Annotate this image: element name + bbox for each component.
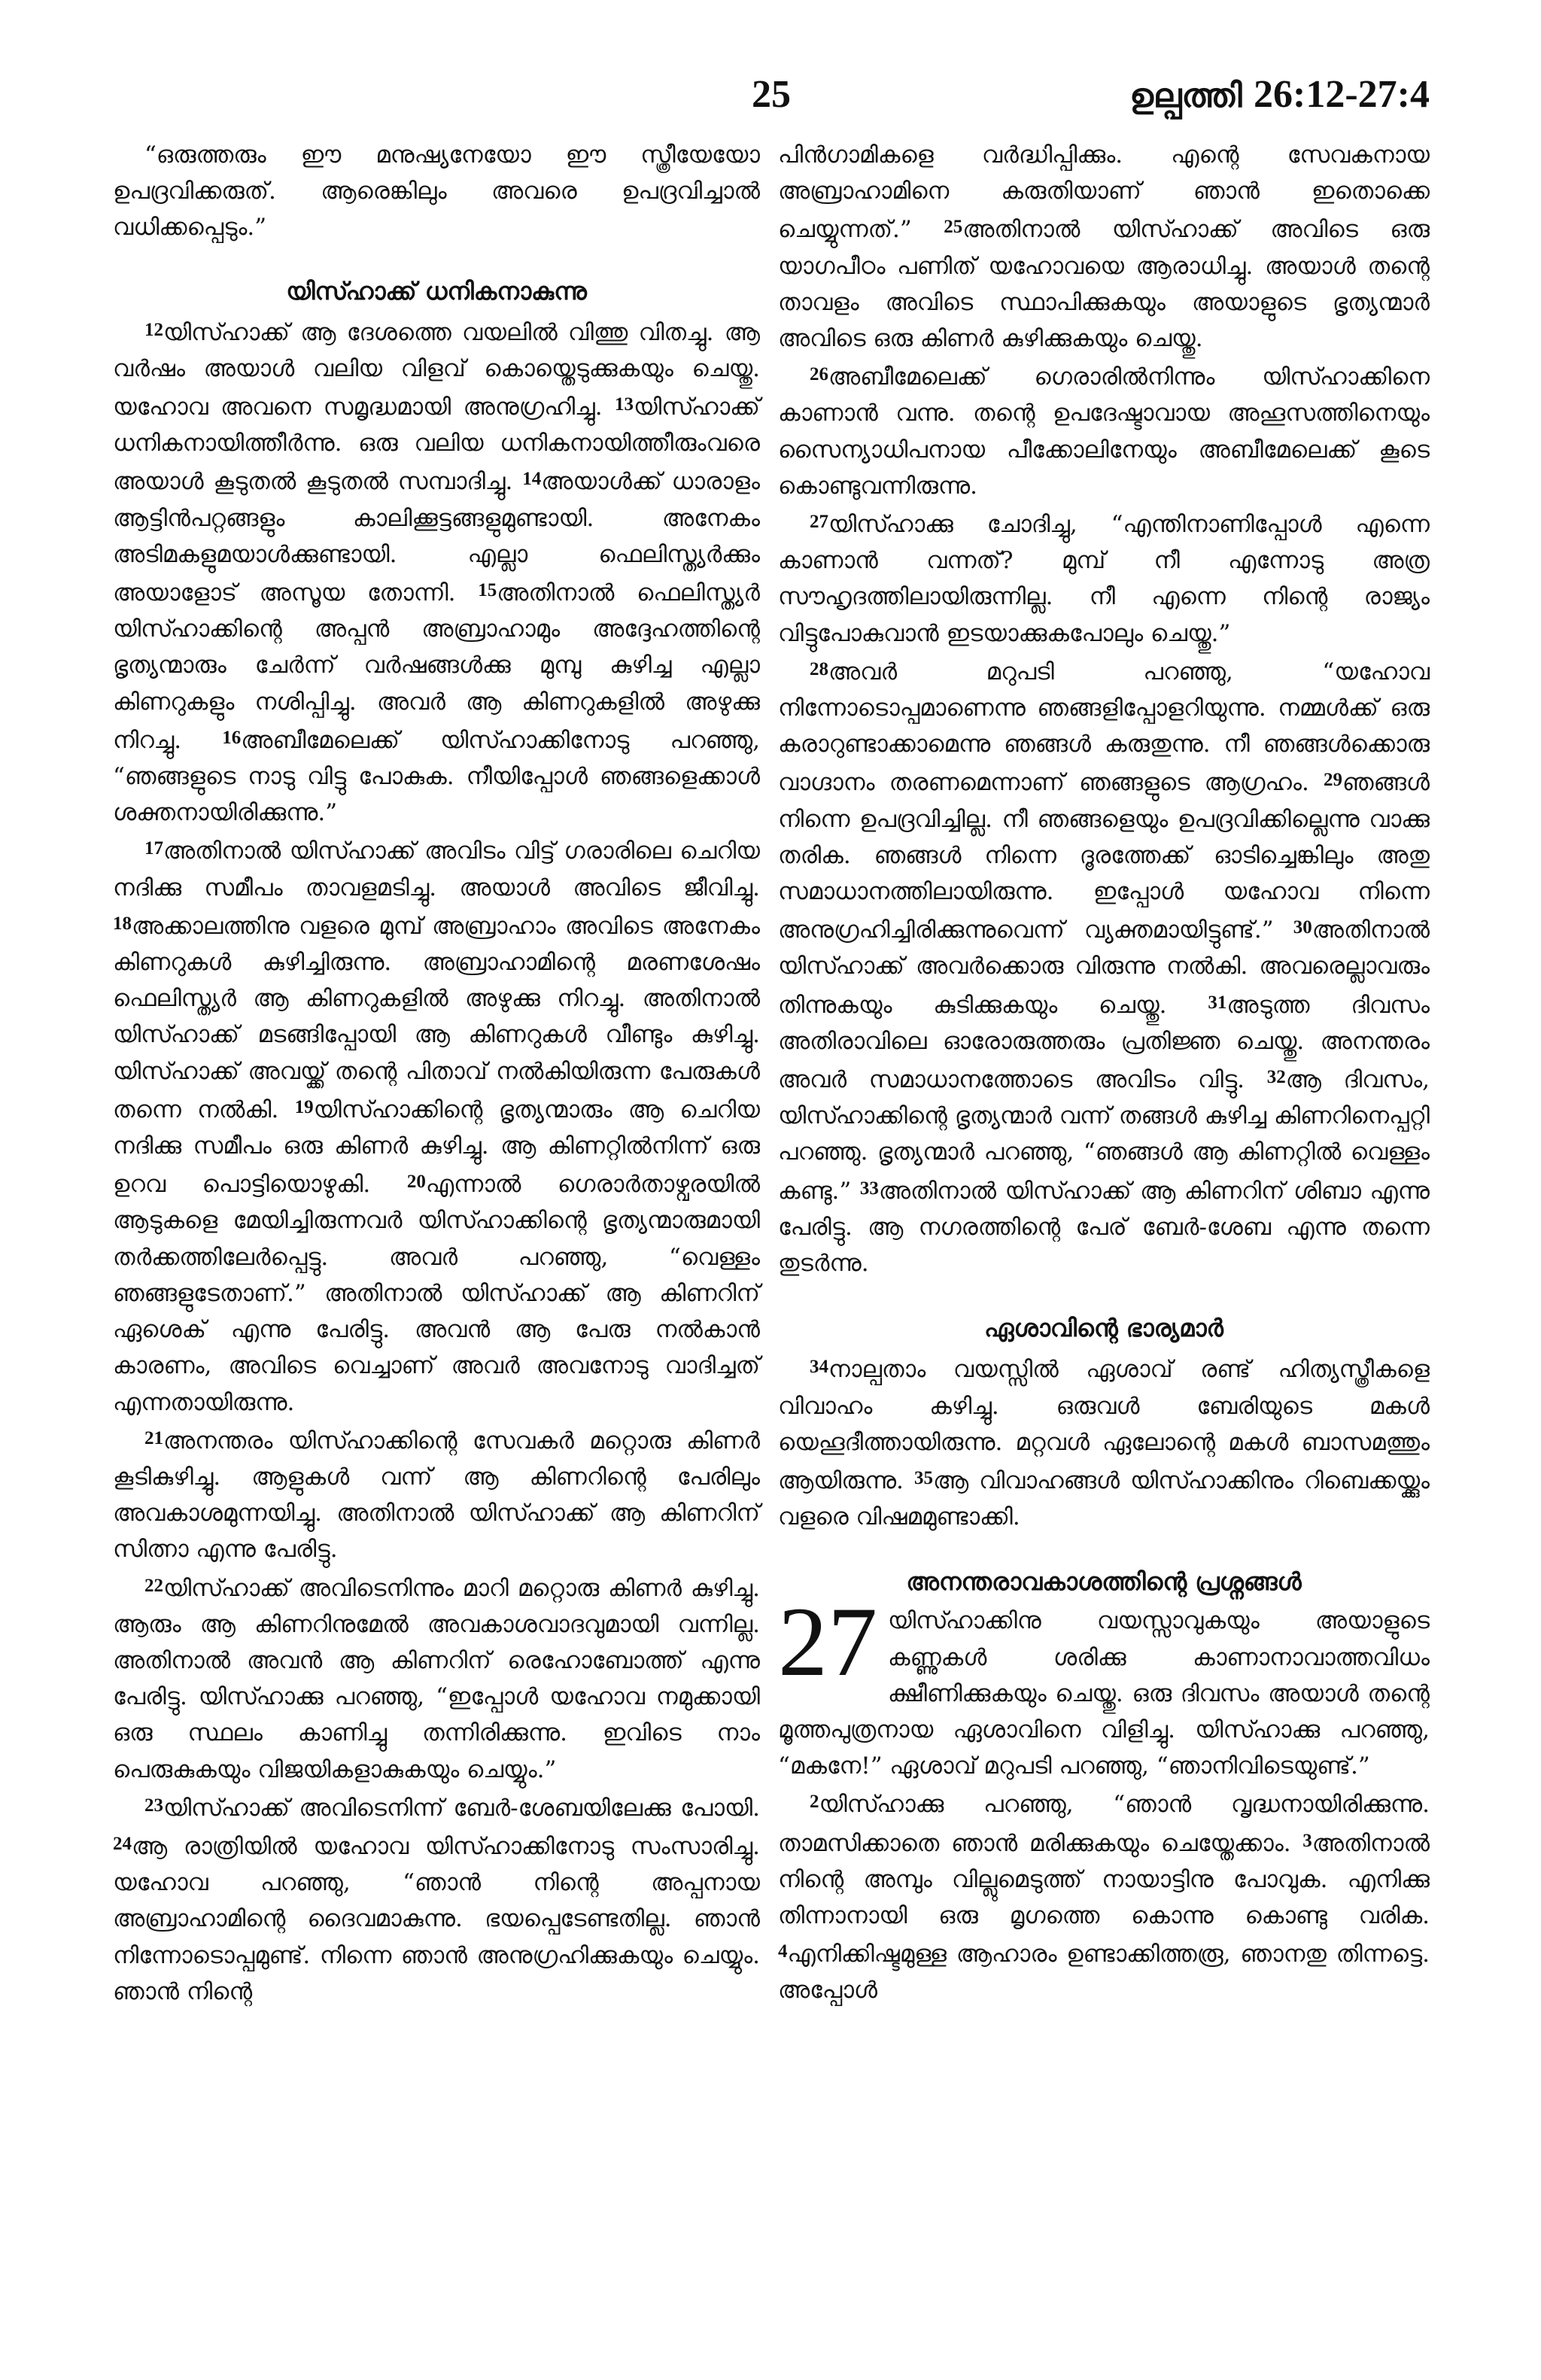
verse-text: അയാൾക്ക് ധാരാളം ആട്ടിൻപറ്റങ്ങളും കാലിക്കൂട്ടങ്ങളുമുണ്ടായി. അനേകം അടിമകളുമയാൾക്കുണ്ടായി. എല്ലാ ഫെലിസ്ത്യർക്കും അയാളോട് അസൂയ തോന്നി.: [113, 468, 760, 607]
verse-number: 23: [144, 1795, 163, 1816]
paragraph: [778, 1784, 1430, 2008]
verse-number: 18: [113, 913, 132, 934]
verse-number: 21: [144, 1427, 163, 1448]
verse-text: യിസ്ഹാക്കു പറഞ്ഞു, “ഞാൻ വൃദ്ധനായിരിക്കുന്നു. താമസിക്കാതെ ഞാൻ മരിക്കുകയും ചെയ്തേക്കാം.: [778, 1791, 1430, 1857]
verse-number: 24: [113, 1833, 132, 1854]
running-head: [1129, 72, 1430, 117]
verse-text: അതിനാൽ യിസ്ഹാക്ക് അവർക്കൊരു വിരുന്നു നൽകി. അവരെല്ലാവരും തിന്നുകയും കുടിക്കുകയും ചെയ്തു.: [778, 916, 1430, 1019]
paragraph: [113, 1568, 760, 1788]
left-paragraphs: [113, 312, 760, 2010]
verse-text: അതിനാൽ യിസ്ഹാക്ക് അവിടം വിട്ട് ഗരാരിലെ ചെറിയ നദിക്കു സമീപം താവളമടിച്ചു. അയാൾ അവിടെ ജീവിച്ചു.: [113, 837, 760, 901]
page-header: [113, 72, 1430, 132]
verse-number: 14: [522, 469, 542, 490]
chapter-first-paragraph: യിസ്ഹാക്കിനു വയസ്സാവുകയും അയാളുടെ കണ്ണുകൾ ശരിക്കു കാണാനാവാത്തവിധം ക്ഷീണിക്കുകയും ചെയ്തു. ഒരു ദിവസം അയാൾ തന്റെ മൂത്തപുത്രനായ ഏശാവിനെ വിളിച്ചു. യിസ്ഹാക്കു പറഞ്ഞു, “മകനേ!” ഏശാവ് മറുപടി പറഞ്ഞു, “ഞാനിവിടെയുണ്ട്.”: [778, 1607, 1430, 1780]
section-heading: ഏശാവിന്റെ ഭാര്യമാർ: [984, 1314, 1223, 1343]
section-heading: അനന്തരാവകാശത്തിന്റെ പ്രശ്നങ്ങൾ: [906, 1567, 1302, 1597]
verse-number: 27: [810, 512, 828, 533]
verse-text: അതിനാൽ ഫെലിസ്ത്യർ യിസ്ഹാക്കിന്റെ അപ്പൻ അബ്രാഹാമും അദ്ദേഹത്തിന്റെ ഭൃത്യന്മാരും ചേർന്ന് വർഷങ്ങൾക്കു മുമ്പു കുഴിച്ച എല്ലാ കിണറുകളും നശിപ്പിച്ചു. അവർ ആ കിണറുകളിൽ അഴുക്കു നിറച്ചു.: [113, 579, 760, 754]
verse-text: അതിനാൽ യിസ്ഹാക്ക് അവിടെ ഒരു യാഗപീഠം പണിത് യഹോവയെ ആരാധിച്ചു. അയാൾ തന്റെ താവളം അവിടെ സ്ഥാപിക്കുകയും അയാളുടെ ഭൃത്യന്മാർ അവിടെ ഒരു കിണർ കുഴിക്കുകയും ചെയ്തു.: [778, 216, 1430, 353]
verse-number: 13: [615, 394, 634, 415]
verse-number: 12: [144, 319, 163, 340]
left-column: [113, 137, 760, 2010]
right-column: [778, 137, 1430, 2009]
verse-text: യിസ്ഹാക്ക് അവിടെനിന്ന് ബേർ-ശേബയിലേക്കു പോയി.: [163, 1794, 760, 1822]
page-number: 25: [752, 73, 791, 116]
right-paragraphs: [778, 357, 1430, 1281]
verse-number: 32: [1266, 1067, 1286, 1088]
verse-number: 31: [1208, 992, 1227, 1013]
verse-text: യിസ്ഹാക്ക് ധനികനായിത്തീർന്നു. ഒരു വലിയ ധനികനായിത്തീരുംവരെ അയാൾ കൂടുതൽ കൂടുതൽ സമ്പാദിച്ചു.: [113, 394, 760, 496]
paragraph: [113, 1788, 760, 2010]
book-name: ഉല്പത്തി: [1129, 77, 1242, 115]
verse-number: 30: [1293, 917, 1312, 938]
verse-number: 2: [810, 1792, 819, 1813]
verse-text: എനിക്കിഷ്ടമുള്ള ആഹാരം ഉണ്ടാക്കിത്തരൂ, ഞാനതു തിന്നട്ടെ. അപ്പോൾ: [778, 1941, 1430, 2005]
verse-text: നാല്പതാം വയസ്സിൽ ഏശാവ് രണ്ട് ഹിത്യസ്ത്രീകളെ വിവാഹം കഴിച്ചു. ഒരുവൾ ബേരിയുടെ മകൾ യെഹൂദീത്തായിരുന്നു. മറ്റവൾ ഏലോന്റെ മകൾ ബാസമത്തും ആയിരുന്നു.: [778, 1356, 1430, 1494]
verse-number: 22: [144, 1575, 163, 1596]
chapter-number: 27: [778, 1586, 877, 1698]
verse-text: യിസ്ഹാക്കിന്റെ ഭൃത്യന്മാരും ആ ചെറിയ നദിക്കു സമീപം ഒരു കിണർ കുഴിച്ചു. ആ കിണറ്റിൽനിന്ന് ഒരു ഉറവ പൊട്ടിയൊഴുകി.: [113, 1096, 760, 1199]
verse-text: അതിനാൽ നിന്റെ അമ്പും വില്ലുമെടുത്ത് നായാട്ടിനു പോവുക. എനിക്കു തിന്നാനായി ഒരു മൃഗത്തെ കൊന്നു കൊണ്ടു വരിക.: [778, 1829, 1430, 1929]
section-heading: യിസ്ഹാക്ക് ധനികനാകുന്നു: [286, 276, 587, 305]
paragraph: [113, 312, 760, 831]
right-paragraphs-3: [778, 1784, 1430, 2008]
verse-number: 28: [810, 658, 828, 679]
verse-number: 20: [406, 1172, 426, 1193]
verse-number: 35: [913, 1467, 933, 1488]
verse-text: അനന്തരം യിസ്ഹാക്കിന്റെ സേവകർ മറ്റൊരു കിണർ കൂടികുഴിച്ചു. ആളുകൾ വന്ന് ആ കിണറിന്റെ പേരിലും അവകാശമുന്നയിച്ചു. അതിനാൽ യിസ്ഹാക്ക് ആ കിണറിന് സിത്നാ എന്നു പേരിട്ടു.: [113, 1427, 760, 1564]
verse-number: 17: [144, 838, 163, 859]
paragraph: [778, 1349, 1430, 1535]
paragraph: [113, 831, 760, 1420]
verse-text: അബീമേലെക്ക് ഗെരാരിൽനിന്നും യിസ്ഹാക്കിനെ കാണാൻ വന്നു. തന്റെ ഉപദേഷ്ടാവായ അഹൂസത്തിനെയും സൈന്യാധിപനായ പീക്കോലിനേയും അബീമേലെക്ക് കൂടെ കൊണ്ടുവന്നിരുന്നു.: [778, 363, 1430, 500]
verse-text: പിൻഗാമികളെ വർദ്ധിപ്പിക്കും. എന്റെ സേവകനായ അബ്രാഹാമിനെ കരുതിയാണ് ഞാൻ ഇതൊക്കെ ചെയ്യുന്നത്.”: [778, 141, 1430, 244]
verse-number: 15: [478, 580, 497, 601]
continued-paragraph: [778, 137, 1430, 357]
verse-number: 25: [944, 217, 963, 238]
verse-text: അടുത്ത ദിവസം അതിരാവിലെ ഓരോരുത്തരും പ്രതിജ്ഞ ചെയ്തു. അനന്തരം അവർ സമാധാനത്തോടെ അവിടം വിട്ടു.: [778, 991, 1430, 1094]
chapter-opening: [778, 1586, 1430, 1784]
verse-text: ആ വിവാഹങ്ങൾ യിസ്ഹാക്കിനും റിബെക്കയ്ക്കും വളരെ വിഷമമുണ്ടാക്കി.: [778, 1467, 1430, 1531]
paragraph: [778, 137, 1430, 357]
intro-paragraph: “ഒരുത്തരും ഈ മനുഷ്യനേയോ ഈ സ്ത്രീയേയോ ഉപദ്രവിക്കരുത്. ആരെങ്കിലും അവരെ ഉപദ്രവിച്ചാൽ വധിക്കപ്പെടും.”: [113, 141, 760, 242]
verse-text: എന്നാൽ ഗെരാർതാഴ്വരയിൽ ആടുകളെ മേയിച്ചിരുന്നവർ യിസ്ഹാക്കിന്റെ ഭൃത്യന്മാരുമായി തർക്കത്തിലേർപ്പെട്ടു. അവർ പറഞ്ഞു, “വെള്ളം ഞങ്ങളുടേതാണ്.” അതിനാൽ യിസ്ഹാക്ക് ആ കിണറിന് ഏശെക് എന്നു പേരിട്ടു. അവൻ ആ പേരു നൽകാൻ കാരണം, അവിടെ വെച്ചാണ് അവർ അവനോടു വാദിച്ചത് എന്നതായിരുന്നു.: [113, 1171, 760, 1416]
right-paragraphs-2: [778, 1349, 1430, 1535]
verse-text: യിസ്ഹാക്ക് ആ ദേശത്തെ വയലിൽ വിത്തു വിതച്ചു. ആ വർഷം അയാൾ വലിയ വിളവ് കൊയ്തെടുക്കുകയും ചെയ്തു. യഹോവ അവനെ സമൃദ്ധമായി അനുഗ്രഹിച്ചു.: [113, 318, 760, 421]
verse-text: യിസ്ഹാക്കു ചോദിച്ചു, “എന്തിനാണിപ്പോൾ എന്നെ കാണാൻ വന്നത്? മുമ്പ് നീ എന്നോടു അത്ര സൗഹൃദത്തിലായിരുന്നില്ല. നീ എന്നെ നിന്റെ രാജ്യം വിട്ടുപോകുവാൻ ഇടയാക്കുകപോലും ചെയ്തു.”: [778, 511, 1430, 647]
verse-number: 3: [1302, 1830, 1312, 1851]
verse-number: 34: [810, 1357, 828, 1378]
verse-text: ആ ദിവസം, യിസ്ഹാക്കിന്റെ ഭൃത്യന്മാർ വന്ന് തങ്ങൾ കുഴിച്ച കിണറിനെപ്പറ്റി പറഞ്ഞു. ഭൃത്യന്മാർ പറഞ്ഞു, “ഞങ്ങൾ ആ കിണറ്റിൽ വെള്ളം കണ്ടു.”: [778, 1066, 1430, 1205]
verse-text: യിസ്ഹാക്ക് അവിടെനിന്നും മാറി മറ്റൊരു കിണർ കുഴിച്ചു. ആരും ആ കിണറിനുമേൽ അവകാശവാദവുമായി വന്നില്ല. അതിനാൽ അവൻ ആ കിണറിന് രെഹോബോത്ത് എന്നു പേരിട്ടു. യിസ്ഹാക്കു പറഞ്ഞു, “ഇപ്പോൾ യഹോവ നമുക്കായി ഒരു സ്ഥലം കാണിച്ചു തന്നിരിക്കുന്നു. ഇവിടെ നാം പെരുകുകയും വിജയികളാകുകയും ചെയ്യും.”: [113, 1574, 760, 1783]
verse-number: 26: [810, 364, 828, 385]
verse-number: 19: [294, 1096, 314, 1117]
verse-text: ഞങ്ങൾ നിന്നെ ഉപദ്രവിച്ചില്ല. നീ ഞങ്ങളെയും ഉപദ്രവിക്കില്ലെന്നു വാക്കു തരിക. ഞങ്ങൾ നിന്നെ ദൂരത്തേക്ക് ഓടിച്ചെങ്കിലും അതു സമാധാനത്തിലായിരുന്നു. ഇപ്പോൾ യഹോവ നിന്നെ അനുഗ്രഹിച്ചിരിക്കുന്നുവെന്ന് വ്യക്തമായിട്ടുണ്ട്.”: [778, 769, 1430, 944]
paragraph: [778, 652, 1430, 1281]
verse-number: 33: [859, 1178, 879, 1199]
verse-number: 4: [778, 1941, 788, 1962]
verse-number: 29: [1324, 770, 1343, 791]
verse-text: അക്കാലത്തിനു വളരെ മുമ്പ് അബ്രാഹാം അവിടെ അനേകം കിണറുകൾ കുഴിച്ചിരുന്നു. അബ്രാഹാമിന്റെ മരണശേഷം ഫെലിസ്ത്യർ ആ കിണറുകളിൽ അഴുക്കു നിറച്ചു. അതിനാൽ യിസ്ഹാക്ക് മടങ്ങിപ്പോയി ആ കിണറുകൾ വീണ്ടും കുഴിച്ചു. യിസ്ഹാക്ക് അവയ്ക്ക് തന്റെ പിതാവ് നൽകിയിരുന്ന പേരുകൾ തന്നെ നൽകി.: [113, 912, 760, 1123]
verse-text: അതിനാൽ യിസ്ഹാക്ക് ആ കിണറിന് ശിബാ എന്നു പേരിട്ടു. ആ നഗരത്തിന്റെ പേര് ബേർ-ശേബ എന്നു തന്നെ തുടർന്നു.: [778, 1177, 1430, 1278]
verse-text: ആ രാത്രിയിൽ യഹോവ യിസ്ഹാക്കിനോടു സംസാരിച്ചു. യഹോവ പറഞ്ഞു, “ഞാൻ നിന്റെ അപ്പനായ അബ്രാഹാമിന്റെ ദൈവമാകുന്നു. ഭയപ്പെടേണ്ടതില്ല. ഞാൻ നിന്നോടൊപ്പമുണ്ട്. നിന്നെ ഞാൻ അനുഗ്രഹിക്കുകയും ചെയ്യും. ഞാൻ നിന്റെ: [113, 1832, 760, 2005]
paragraph: [778, 504, 1430, 652]
verse-number: 16: [222, 727, 242, 748]
verse-text: അബീമേലെക്ക് യിസ്ഹാക്കിനോടു പറഞ്ഞു, “ഞങ്ങളുടെ നാടു വിട്ടു പോകുക. നീയിപ്പോൾ ഞങ്ങളെക്കാൾ ശക്തനായിരിക്കുന്നു.”: [113, 726, 760, 827]
verse-text: അവർ മറുപടി പറഞ്ഞു, “യഹോവ നിന്നോടൊപ്പമാണെന്നു ഞങ്ങളിപ്പോളറിയുന്നു. നമ്മൾക്ക് ഒരു കരാറുണ്ടാക്കാമെന്നു ഞങ്ങൾ കരുതുന്നു. നീ ഞങ്ങൾക്കൊരു വാഗ്ദാനം തരണമെന്നാണ് ഞങ്ങളുടെ ആഗ്രഹം.: [778, 658, 1430, 797]
chapter-verse-range: 26:12-27:4: [1254, 73, 1430, 116]
paragraph: [778, 357, 1430, 504]
paragraph: [113, 1421, 760, 1568]
